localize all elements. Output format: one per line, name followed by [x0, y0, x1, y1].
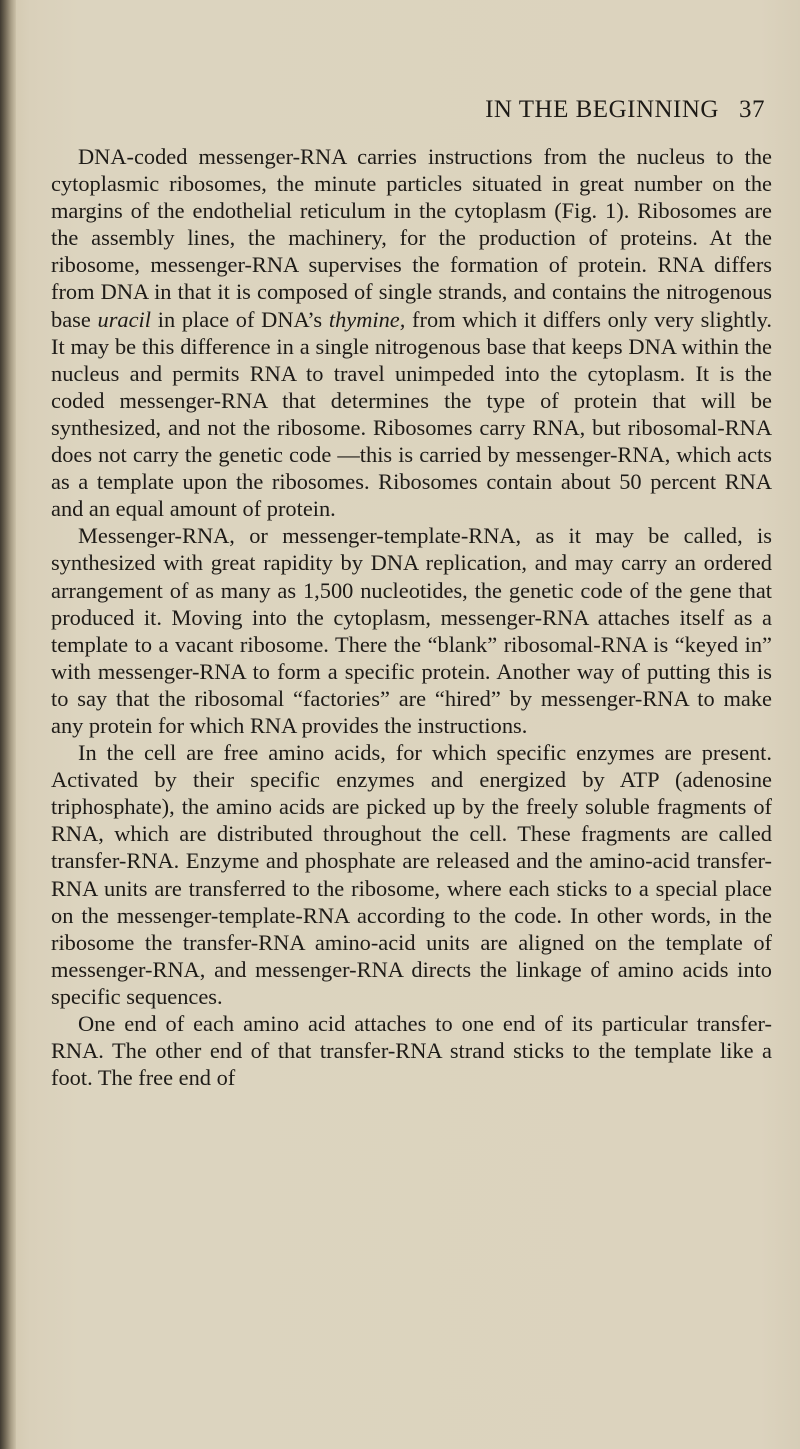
body-text [51, 143, 772, 1091]
paragraph-1-text-b: in place of DNA’s [151, 306, 329, 332]
running-head-title: IN THE BEGINNING [485, 96, 719, 123]
running-head [485, 96, 765, 124]
paragraph-1-text-c: from which it differs only very slightly. It may be this difference in a single nitrogenous base that keeps DNA within the nucleus and permits RNA to travel unimpeded into the cytoplasm. It is the coded messenger-RNA that determines the type of protein that will be synthesized, and not the ribosome. Ribosomes carry RNA, but ribosomal-RNA does not carry the genetic code —this is carried by messenger-RNA, which acts as a template upon the ribosomes. Ribosomes contain about 50 percent RNA and an equal amount of protein. [51, 306, 773, 522]
paragraph-4: One end of each amino acid attaches to one end of its particular transfer-RNA. The other end of that transfer-RNA strand sticks to the template like a foot. The free end of [51, 1011, 772, 1091]
page-number: 37 [739, 96, 765, 123]
italic-term-thymine: thymine, [328, 306, 406, 332]
paragraph-1-text-a: DNA-coded messenger-RNA carries instructions from the nucleus to the cytoplasmic ribosomes, the minute particles situated in great number on the margins of the endothelial reticulum in the cytoplasm (Fig. 1). Ribosomes are the assembly lines, the machinery, for the production of proteins. At the ribosome, messenger-RNA supervises the formation of protein. RNA differs from DNA in that it is composed of single strands, and contains the nitrogenous base [51, 144, 772, 332]
paragraph-2: Messenger-RNA, or messenger-template-RNA, as it may be called, is synthesized with great rapidity by DNA replication, and may carry an ordered arrangement of as many as 1,500 nucleotides, the genetic code of the gene that produced it. Moving into the cytoplasm, messenger-RNA attaches itself as a template to a vacant ribosome. There the “blank” ribosomal-RNA is “keyed in” with messenger-RNA to form a specific protein. Another way of putting this is to say that the ribosomal “factories” are “hired” by messenger-RNA to make any protein for which RNA provides the instructions. [51, 523, 772, 738]
page-binding-shadow [0, 0, 16, 1449]
paragraph-1 [51, 143, 772, 522]
paragraph-3: In the cell are free amino acids, for which specific enzymes are present. Activated by their specific enzymes and energized by ATP (adenosine triphosphate), the amino acids are picked up by the freely soluble fragments of RNA, which are distributed throughout the cell. These fragments are called transfer-RNA. Enzyme and phosphate are released and the amino-acid transfer-RNA units are transferred to the ribosome, where each sticks to a special place on the messenger-template-RNA according to the code. In other words, in the ribosome the transfer-RNA amino-acid units are aligned on the template of messenger-RNA, and messenger-RNA directs the linkage of amino acids into specific sequences. [51, 740, 772, 1009]
italic-term-uracil: uracil [97, 306, 151, 332]
